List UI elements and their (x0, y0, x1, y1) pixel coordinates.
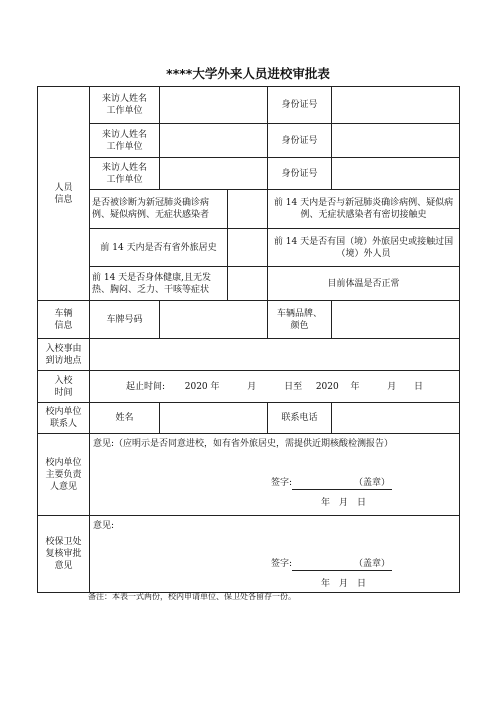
dept-date: 年 月 日 (321, 498, 367, 508)
start-label: 起止时间: (125, 381, 165, 392)
entry-time-value[interactable] (90, 371, 460, 403)
day-unit: 日 (414, 381, 424, 392)
visitor-2-id-value[interactable] (332, 124, 460, 158)
security-opinion-label: 校保卫处 复核审批 意见 (38, 516, 90, 593)
month-unit: 月 (247, 381, 257, 392)
security-opinion-text: 意见: (93, 521, 115, 531)
visitor-3-id-label: 身份证号 (268, 158, 332, 190)
answer-health[interactable] (228, 267, 268, 301)
year-unit: 年 (210, 381, 220, 392)
reason-label: 入校事由 到访地点 (38, 339, 90, 371)
start-year: 2020 (184, 381, 208, 392)
visitor-3-value[interactable] (160, 158, 268, 190)
visitor-1-value[interactable] (160, 87, 268, 124)
visitor-2-value[interactable] (160, 124, 268, 158)
visitor-3-id-value[interactable] (332, 158, 460, 190)
end-year: 2020 (315, 381, 339, 392)
personnel-section-label: 人员 信息 (38, 87, 90, 301)
entry-time-label: 入校 时间 (38, 371, 90, 403)
day-to-unit: 日至 (284, 381, 303, 392)
question-abroad-travel: 前 14 天是否有国（境）外旅居史或接触过国（境）外人员 (268, 229, 460, 267)
visitor-1-labels: 来访人姓名 工作单位 (90, 87, 160, 124)
answer-diagnosed[interactable] (228, 190, 268, 229)
contact-phone-label: 联系电话 (268, 403, 332, 434)
visitor-2-id-label: 身份证号 (268, 124, 332, 158)
question-close-contact: 前 14 天内是否与新冠肺炎确诊病例、疑似病例、无症状感染者有密切接触史 (268, 190, 460, 229)
security-date: 年 月 日 (321, 579, 367, 589)
contact-name-label: 姓名 (90, 403, 160, 434)
visitor-2-labels: 来访人姓名 工作单位 (90, 124, 160, 158)
question-temperature: 目前体温是否正常 (268, 267, 460, 301)
dept-opinion-label: 校内单位 主要负责 人意见 (38, 434, 90, 516)
question-diagnosed: 是否被诊断为新冠肺炎确诊病例、疑似病例、无症状感染者 (90, 190, 228, 229)
vehicle-brand-value[interactable] (332, 301, 460, 339)
visitor-1-id-value[interactable] (332, 87, 460, 124)
vehicle-brand-label: 车辆品牌、 颜色 (268, 301, 332, 339)
visitor-3-labels: 来访人姓名 工作单位 (90, 158, 160, 190)
year-unit: 年 (350, 381, 360, 392)
dept-signature: 签字: （盖章） (271, 478, 391, 488)
dept-opinion-text: 意见:（应明示是否同意进校，如有省外旅居史，需提供近期核酸检测报告） (93, 439, 394, 449)
contact-name-value[interactable] (160, 403, 268, 434)
form-title: ****大学外来人员进校审批表 (166, 66, 330, 81)
month-unit: 月 (387, 381, 397, 392)
security-signature: 签字: （盖章） (271, 559, 391, 569)
vehicle-section-label: 车辆 信息 (38, 301, 90, 339)
answer-province-travel[interactable] (228, 229, 268, 267)
approval-form-table (37, 86, 460, 593)
plate-value[interactable] (160, 301, 268, 339)
question-health: 前 14 天是否身体健康,且无发热、胸闷、乏力、干咳等症状 (90, 267, 228, 301)
plate-label: 车牌号码 (90, 301, 160, 339)
question-province-travel: 前 14 天内是否有省外旅居史 (90, 229, 228, 267)
reason-value[interactable] (90, 339, 460, 371)
footnote: 备注：本表一式两份，校内申请单位、保卫处各留存一份。 (88, 592, 296, 601)
contact-label: 校内单位 联系人 (38, 403, 90, 434)
security-opinion-area[interactable] (90, 516, 460, 593)
contact-phone-value[interactable] (332, 403, 460, 434)
dept-opinion-area[interactable] (90, 434, 460, 516)
visitor-1-id-label: 身份证号 (268, 87, 332, 124)
